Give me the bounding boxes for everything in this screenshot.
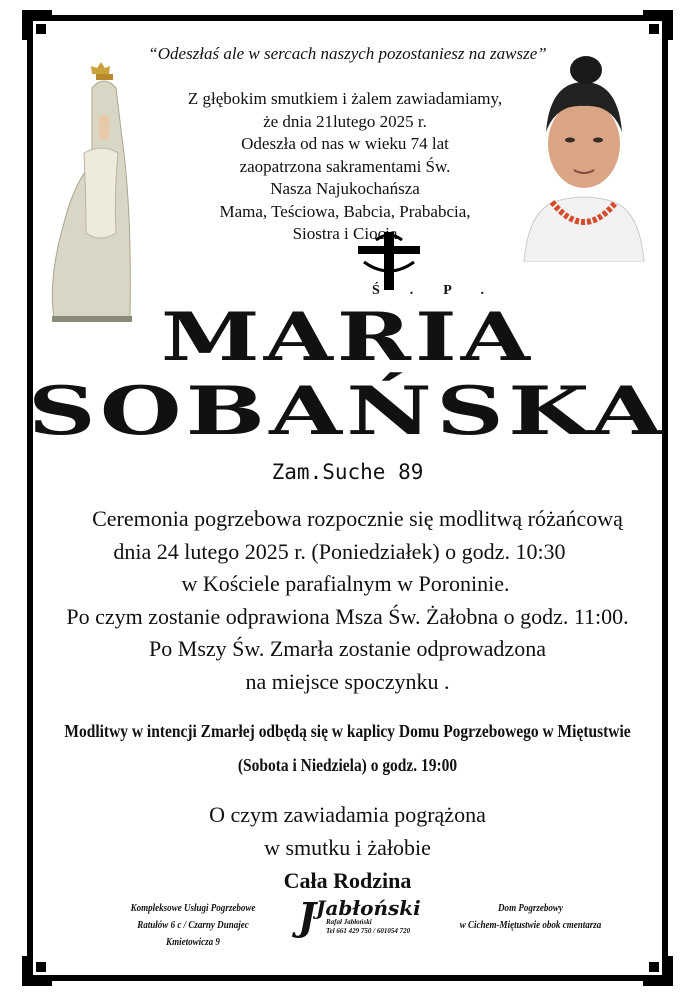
intro-line: że dnia 21lutego 2025 r. [263, 111, 427, 131]
logo-owner: Rafał Jabłoński [326, 918, 372, 926]
ceremony-line: Po czym zostanie odprawiona Msza Św. Żałobna o godz. 11:00. [66, 603, 629, 629]
deceased-address: Zam.Suche 89 [271, 460, 424, 484]
ceremony-line: na miejsce spoczynku . [245, 668, 450, 694]
prayer-line: Modlitwy w intencji Zmarłej odbędą się w kaplicy Domu Pogrzebowego w Miętustwie [64, 721, 631, 741]
footer-left-line: Kompleksowe Usługi Pogrzebowe [130, 902, 256, 914]
ceremony-line: w Kościele parafialnym w Poroninie. [181, 571, 510, 596]
intro-line: zaopatrzona sakramentami Św. [239, 156, 451, 176]
intro-line: Siostra i Ciocia [292, 224, 398, 243]
closing-section [0, 798, 695, 897]
ceremony-line: dnia 24 lutego 2025 r. (Poniedziałek) o godz. 10:30 [113, 538, 566, 564]
deceased-first-name: MARIA [161, 298, 534, 376]
prayer-info [49, 714, 647, 782]
logo-phone: Tel 661 429 750 / 601054 720 [326, 927, 411, 935]
cross-icon [356, 232, 422, 290]
funeral-services-info [123, 900, 262, 951]
footer-right-line: w Cichem-Miętustwie obok cmentarza [459, 919, 602, 931]
logo-brand: Jabłoński [316, 896, 421, 920]
family-signature: Cała Rodzina [283, 868, 412, 893]
madonna-statue-image [40, 58, 135, 323]
intro-line: Nasza Najukochańsza [270, 179, 420, 198]
deceased-last-name: SOBAŃSKA [27, 372, 668, 450]
intro-line: Mama, Teściowa, Babcia, Prababcia, [219, 201, 471, 221]
sp-mark: Ś.P. [372, 283, 515, 298]
closing-line: O czym zawiadamia pogrążona [209, 802, 486, 827]
memorial-quote: “Odeszłaś ale w sercach naszych pozostaniesz na zawsze” [148, 44, 547, 63]
ceremony-details [0, 503, 695, 698]
announcement-intro [130, 88, 560, 246]
ceremony-line: Ceremonia pogrzebowa rozpocznie się modlitwą różańcową [92, 506, 623, 531]
logo-j-glyph: J [298, 894, 316, 939]
ceremony-line: Po Mszy Św. Zmarła zostanie odprowadzona [149, 636, 546, 661]
intro-line: Z głębokim smutkiem i żalem zawiadamiamy, [187, 89, 503, 108]
prayer-line: (Sobota i Niedziela) o godz. 19:00 [237, 755, 458, 775]
footer-left-line: Ratułów 6 c / Czarny Dunajec Kmietowicza 9 [137, 919, 249, 948]
intro-line: Odeszła od nas w wieku 74 lat [241, 134, 449, 153]
funeral-home-address [455, 900, 607, 934]
footer-right-line: Dom Pogrzebowy [498, 902, 563, 914]
closing-line: w smutku i żałobie [264, 835, 431, 860]
